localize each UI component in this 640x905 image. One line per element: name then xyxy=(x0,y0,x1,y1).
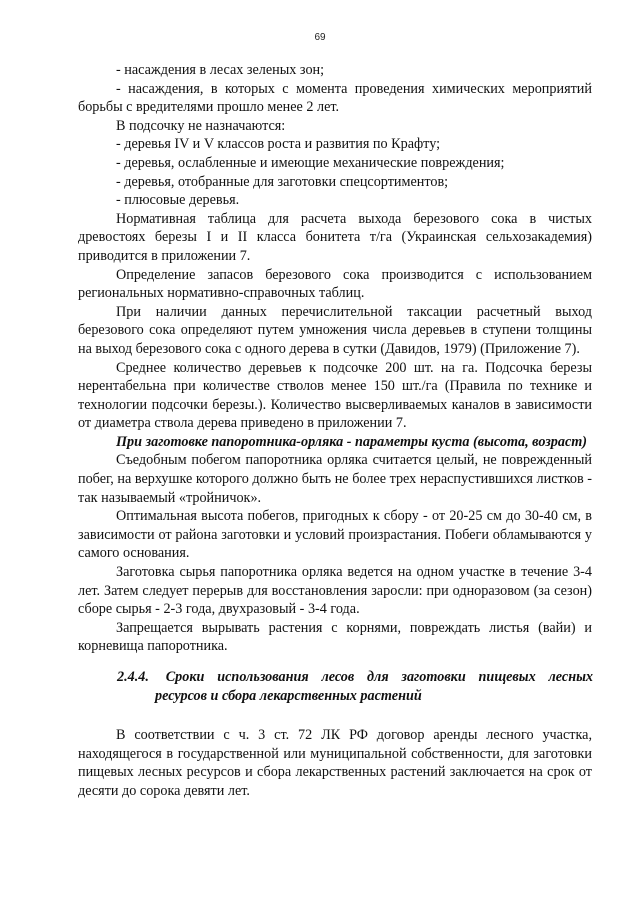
section-title-line1: Сроки использования лесов для заготовки пищевых лесных xyxy=(165,669,594,685)
paragraph: Съедобным побегом папоротника орляка считается целый, не поврежденный побег, на верхушке которого должно быть не более трех нераспустившихся листков - так называемый «тройничок». xyxy=(78,452,592,506)
section-heading-line1 xyxy=(117,668,593,687)
paragraph: При наличии данных перечислительной таксации расчетный выход березового сока определяют путем умножения числа деревьев в ступени толщины на выход березового сока с одного дерева в сутки (Давидов, 1979) (Приложение 7). xyxy=(78,303,592,357)
paragraph: Запрещается вырывать растения с корнями, повреждать листья (вайи) и корневища папоротника. xyxy=(78,619,592,655)
section-heading xyxy=(117,668,593,706)
paragraph: Нормативная таблица для расчета выхода березового сока в чистых древостоях березы I и II класса бонитета т/га (Украинская сельхозакадемия) приводится в приложении 7. xyxy=(78,210,592,264)
list-item: - насаждения, в которых с момента проведения химических мероприятий борьбы с вредителями прошло менее 2 лет. xyxy=(78,80,592,116)
list-item: - деревья, ослабленные и имеющие механические повреждения; xyxy=(116,154,505,171)
list-item: - деревья, отобранные для заготовки спецсортиментов; xyxy=(116,173,449,190)
section-number: 2.4.4. xyxy=(117,669,149,685)
list-item: - насаждения в лесах зеленых зон; xyxy=(116,62,325,78)
subheading-fern: При заготовке папоротника-орляка - параметры куста (высота, возраст) xyxy=(116,433,588,450)
list-item: - плюсовые деревья. xyxy=(116,192,240,209)
paragraph-final: В соответствии с ч. 3 ст. 72 ЛК РФ договор аренды лесного участка, находящегося в государственной или муниципальной собственности, для заготовки пищевых лесных ресурсов и сбора лекарственных растений заключается на срок от десяти до сорока девяти лет. xyxy=(78,727,592,799)
page-number: 69 xyxy=(314,32,326,43)
section-title-line2: ресурсов и сбора лекарственных растений xyxy=(155,688,422,704)
paragraph: Оптимальная высота побегов, пригодных к сбору - от 20-25 см до 30-40 см, в зависимости от района заготовки и условий произрастания. Побеги обламываются у самого основания. xyxy=(78,508,592,562)
list-item: - деревья IV и V классов роста и развития по Крафту; xyxy=(116,136,441,153)
list-label: В подсочку не назначаются: xyxy=(116,117,286,134)
paragraph: Заготовка сырья папоротника орляка ведется на одном участке в течение 3-4 лет. Затем следует перерыв для восстановления заросли: при одноразовом (за сезон) сборе сырья - 2-3 года, двухразовый - 3-4 года. xyxy=(78,564,592,618)
paragraph: Среднее количество деревьев к подсочке 200 шт. на га. Подсочка березы нерентабельна при количестве стволов менее 150 шт./га (Правила по технике и технологии подсочки березы.). Количество высверливаемых каналов в зависимости от диаметра ствола дерева приведено в приложении 7. xyxy=(78,359,592,432)
document-body xyxy=(78,61,592,656)
paragraph: Определение запасов березового сока производится с использованием региональных нормативно-справочных таблиц. xyxy=(78,266,592,302)
